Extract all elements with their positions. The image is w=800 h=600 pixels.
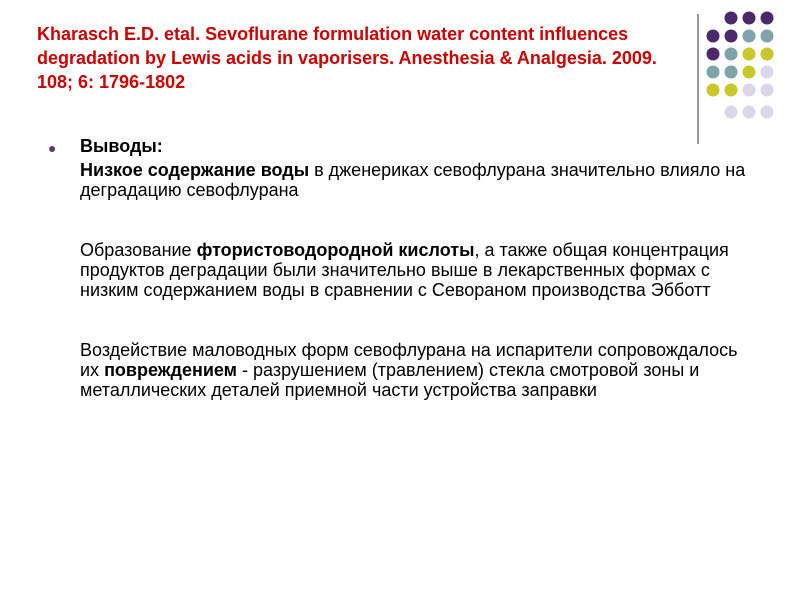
bullet-dot-icon: ●	[48, 140, 57, 156]
decorative-dot	[743, 84, 756, 97]
decorative-dot	[707, 84, 720, 97]
decorative-dot	[743, 12, 756, 25]
paragraph-text: , а также общая концентрация продуктов деградации были значительно выше в лекарственных формах с низким содержанием воды в сравнении с Севораном производства Эбботт	[80, 240, 729, 300]
paragraph-text: Образование	[80, 240, 197, 260]
paragraph-vaporizer-damage	[80, 340, 748, 400]
decorative-dot	[761, 30, 774, 43]
decorative-dot	[707, 66, 720, 79]
paragraph-hf-acid	[80, 240, 748, 300]
slide-body	[48, 136, 748, 418]
decorative-dot	[761, 66, 774, 79]
decorative-dot	[725, 48, 738, 61]
decorative-dot	[761, 84, 774, 97]
decorative-dot	[725, 84, 738, 97]
paragraph-text: в дженериках севофлурана значительно влияло на деградацию севофлурана	[80, 160, 746, 200]
conclusions-heading: Выводы:	[80, 136, 163, 156]
decorative-dot	[743, 48, 756, 61]
decorative-dot	[761, 106, 774, 119]
decorative-dot	[743, 30, 756, 43]
decorative-dot-grid	[705, 10, 785, 134]
paragraph-bold-text: Низкое содержание воды	[80, 160, 310, 180]
decorative-dot	[725, 12, 738, 25]
decorative-dot	[725, 30, 738, 43]
decorative-dot	[707, 48, 720, 61]
bullet-item	[48, 136, 748, 156]
paragraph-water-content	[80, 160, 748, 200]
decorative-dot	[743, 106, 756, 119]
decorative-dot	[743, 66, 756, 79]
decorative-dot	[761, 12, 774, 25]
decorative-dot	[707, 30, 720, 43]
decorative-dot	[761, 48, 774, 61]
divider-line	[697, 14, 699, 144]
paragraph-text: - разрушением (травлением) стекла смотровой зоны и металлических деталей приемной части устройства заправки	[80, 360, 700, 400]
paragraph-text: Воздействие маловодных форм севофлурана на испарители сопровождалось их	[80, 340, 738, 380]
paragraph-bold-text: фтористоводородной кислоты	[196, 240, 475, 260]
paragraph-bold-text: повреждением	[104, 360, 237, 380]
decorative-dot	[725, 106, 738, 119]
slide-title: Kharasch E.D. etal. Sevoflurane formulation water content influences degradation by Lewis acids in vaporisers. Anesthesia & Analgesia. 2009. 108; 6: 1796-1802	[37, 24, 657, 92]
decorative-dot	[725, 66, 738, 79]
